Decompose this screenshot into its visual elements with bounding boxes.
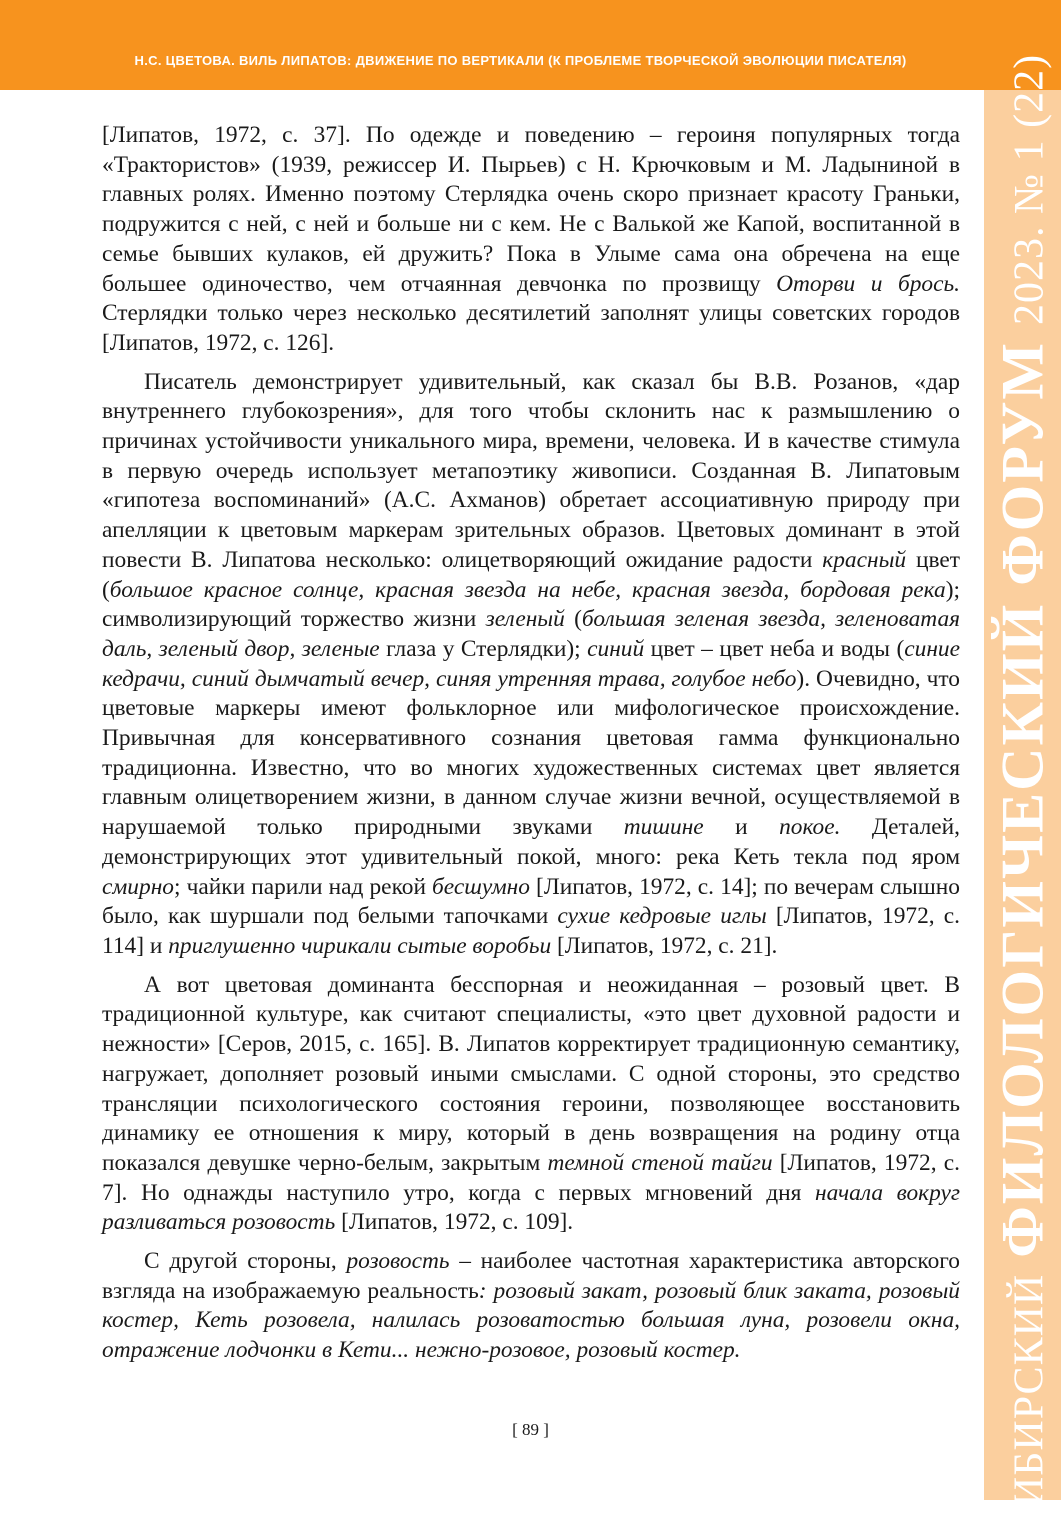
text-run: глаза у Стерлядки);: [379, 635, 588, 662]
italic-run: зеленый: [485, 606, 565, 633]
italic-run: красный: [822, 546, 907, 573]
journal-issue: 2023. № 1 (22): [1006, 53, 1052, 325]
italic-run: приглушенно чирикали сытые воробьи: [168, 932, 552, 959]
italic-run: бесшумно: [432, 873, 530, 900]
text-run: цвет (: [102, 546, 960, 603]
italic-run: сухие кедровые иглы: [557, 903, 767, 930]
text-run: ; чайки парили над рекой: [174, 873, 433, 900]
italic-run: : розовый закат, розовый блик заката, розовый костер, Кеть розовела, налилась розоватостью большая луна, розовели окна, отражение лодчонки в Кети... нежно-розовое, розовый костер.: [102, 1277, 960, 1364]
text-run: [Липатов, 1972, с. 37]. По одежде и поведению – героиня популярных тогда «Трактористов» (1939, режиссер И. Пырьев) с Н. Крючковым и М. Ладыниной в главных ролях. Именно поэтому Стерлядка очень скоро признает красоту Граньки, подружится с ней, с ней и больше ни с кем. Не с Валькой же Капой, воспитанной в семье бывших кулаков, ей дружить? Пока в Улыме сама она обречена на еще большее одиночество, чем отчаянная девчонка по прозвищу: [102, 122, 960, 297]
text-run: [Липатов, 1972, с. 21].: [551, 932, 778, 959]
italic-run: большое красное солнце, красная звезда на небе, красная звезда, бордовая река: [109, 576, 946, 603]
text-run: [Липатов, 1972, с. 114] и: [102, 903, 960, 959]
running-title: Н.С. ЦВЕТОВА. ВИЛЬ ЛИПАТОВ: ДВИЖЕНИЕ ПО ВЕРТИКАЛИ (К ПРОБЛЕМЕ ТВОРЧЕСКОЙ ЭВОЛЮЦИИ ПИСАТЕЛЯ): [134, 52, 907, 68]
text-run: и: [703, 814, 780, 841]
italic-run: покое.: [779, 814, 841, 841]
text-run: Деталей, демонстрирующих этот удивительный покой, много: река Кеть текла под яром: [102, 814, 960, 870]
text-run: [Липатов, 1972, с. 109].: [335, 1209, 574, 1236]
italic-run: синие кедрачи, синий дымчатый вечер, синяя утренняя трава, голубое небо: [102, 635, 961, 692]
text-run: Стерлядки только через несколько десятилетий заполнят улицы советских городов [Липатов, 1972, с. 126].: [102, 300, 960, 356]
text-run: цвет – цвет неба и воды (: [644, 635, 905, 662]
italic-run: розовость: [346, 1248, 450, 1275]
body-paragraph: [102, 971, 960, 1238]
body-paragraph: [102, 1247, 960, 1366]
text-run: [Липатов, 1972, с. 7]. Но однажды наступило утро, когда с первых мгновений дня: [102, 1149, 960, 1206]
body-paragraph: [102, 121, 960, 359]
journal-prefix: СИБИРСКИЙ: [1006, 1273, 1052, 1536]
running-header: [0, 0, 1061, 90]
page-number: [ 89 ]: [512, 1420, 549, 1439]
italic-run: смирно: [102, 873, 174, 900]
journal-side-band: [984, 53, 1061, 1536]
journal-name: ФИЛОЛОГИЧЕСКИЙ ФОРУМ: [989, 340, 1055, 1258]
italic-run: синий: [587, 635, 645, 662]
text-run: (: [564, 606, 582, 633]
italic-run: тишине: [623, 814, 704, 841]
text-run: А вот цветовая доминанта бесспорная и неожиданная – розовый цвет. В традиционной культуре, как считают специалисты, «это цвет духовной радости и нежности» [Серов, 2015, с. 165]. В. Липатов корректирует традиционную семантику, нагружает, дополняет розовый иными смыслами. С одной стороны, это средство трансляции психологического состояния героини, позволяющее восстановить динамику ее отношения к миру, который в день возвращения на родину отца показался девушке черно-белым, закрытым: [102, 971, 960, 1176]
italic-run: темной стеной тайги: [547, 1149, 773, 1176]
journal-title-vertical: [988, 54, 1057, 1536]
article-body: [102, 121, 960, 1375]
body-paragraph: [102, 368, 960, 962]
italic-run: Оторви и брось.: [776, 270, 960, 297]
text-run: ); символизирующий торжество жизни: [102, 576, 960, 633]
text-run: – наиболее частотная характеристика авторского взгляда на изображаемую реальность: [102, 1248, 960, 1304]
text-run: Писатель демонстрирует удивительный, как сказал бы В.В. Розанов, «дар внутреннего глубокозрения», для того чтобы склонить нас к размышлению о причинах устойчивости уникального мира, времени, человека. И в качестве стимула в первую очередь использует метапоэтику живописи. Созданная В. Липатовым «гипотеза воспоминаний» (А.С. Ахманов) обретает ассоциативную природу при апелляции к цветовым маркерам зрительных образов. Цветовых доминант в этой повести В. Липатова несколько: олицетворяющий ожидание радости: [102, 368, 960, 573]
text-run: ). Очевидно, что цветовые маркеры имеют фольклорное или мифологическое происхождение. Привычная для консервативного сознания цветовая гамма функционально традиционна. Известно, что во многих художественных системах цвет является главным олицетворением жизни, в данном случае жизни вечной, осуществляемой в нарушаемой только природными звуками: [102, 665, 960, 841]
text-run: С другой стороны,: [144, 1248, 347, 1275]
italic-run: большая зеленая звезда, зеленоватая даль, зеленый двор, зеленые: [102, 606, 961, 662]
italic-run: начала вокруг разливаться розовость: [102, 1179, 961, 1236]
text-run: [Липатов, 1972, с. 14]; по вечерам слышно было, как шуршали под белыми тапочками: [102, 873, 960, 930]
